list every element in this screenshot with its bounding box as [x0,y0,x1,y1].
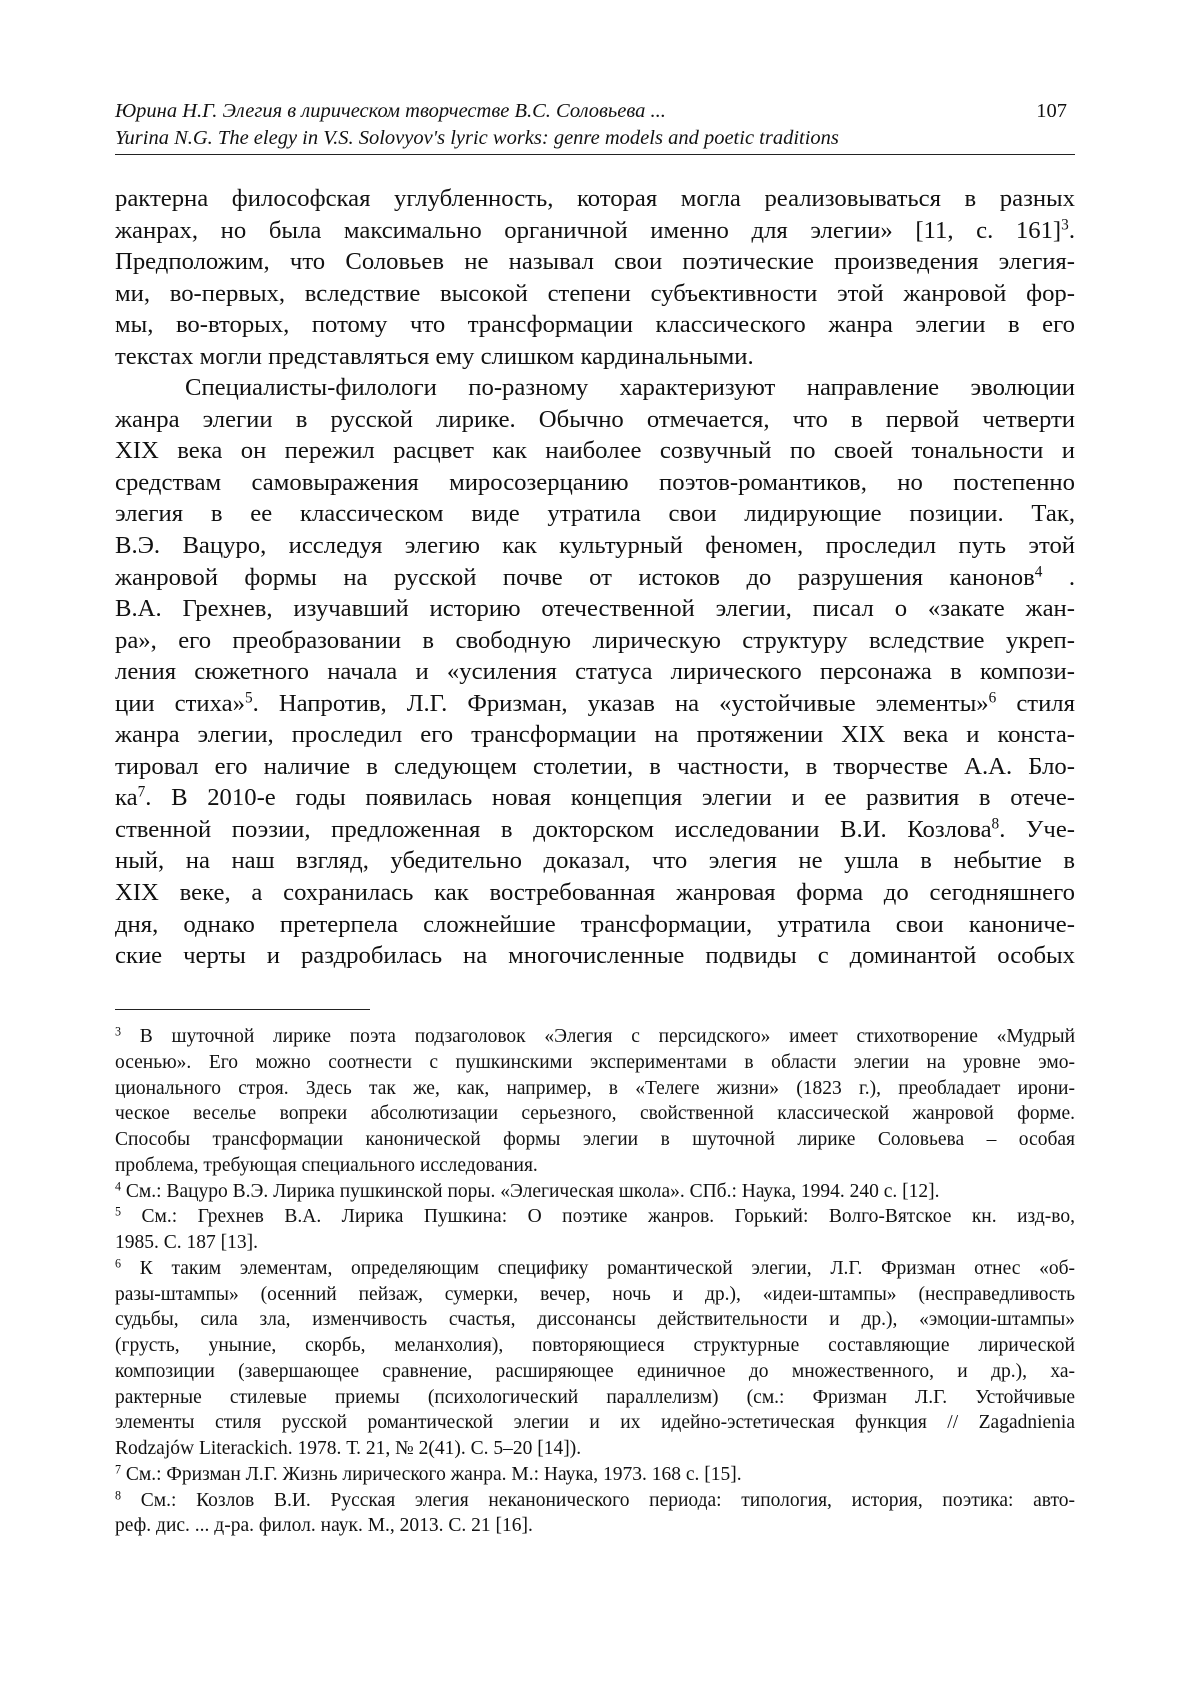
text-line: мы, во-вторых, потому что трансформации классического жанра элегии в его [115,311,1075,339]
footnote-line: ческое веселье вопреки абсолютизации серьезного, свойственной классической жанровой форме. [115,1103,1075,1125]
running-header [115,98,1075,152]
text-line: дня, однако претерпела сложнейшие трансформации, утратила свои канониче- [115,910,1075,938]
footnote-line: композиции (завершающее сравнение, расширяющее единичное до множественного, и др.), ха- [115,1360,1075,1382]
footnote-line: Способы трансформации канонической формы элегии в шуточной лирике Соловьева – особая [115,1129,1075,1150]
text-line: средствам самовыражения миросозерцанию поэтов-романтиков, но постепенно [115,468,1075,496]
footnote-ref-3[interactable]: 3 [1061,216,1069,234]
footnote-marker: 8 [115,1487,122,1502]
main-text [115,183,1075,972]
text-line: Специалисты-филологи по-разному характеризуют направление эволюции [185,374,1075,402]
text-line: ления сюжетного начала и «усиления статуса лирического персонажа в компози- [115,658,1075,686]
footnote-line: рактерные стилевые приемы (психологический параллелизм) (см.: Фризман Л.Г. Устойчивые [115,1386,1075,1408]
header-title-ru: Юрина Н.Г. Элегия в лирическом творчестве В.С. Соловьева ... [115,100,666,122]
footnote-line: Rodzajów Literackich. 1978. Т. 21, № 2(41). С. 5–20 [14]). [115,1438,582,1459]
text-line: ские черты и раздробилась на многочисленные подвиды с доминантой особых [115,942,1075,970]
footnote-7: $^7$ См.: Фризман Л.Г. Жизнь лирического жанра. М.: Наука, 1973. 168 с. [15]. [115,1462,742,1485]
text-line: жанра элегии, проследил его трансформации на протяжении XIX века и конста- [115,721,1075,749]
footnote-3: $^3$ В шуточной лирике поэта подзаголовок «Элегия с персидского» имеет стихотворение «Мудрый [115,1024,1076,1047]
footnote-marker: 4 [115,1178,122,1193]
header-title-en: Yurina N.G. The elegy in V.S. Solovyov's lyric works: genre models and poetic traditions [115,127,839,149]
text-line: XIX веке, а сохранилась как востребованная жанровая форма до сегодняшнего [115,879,1075,907]
text-line: жанра элегии в русской лирике. Обычно отмечается, что в первой четверти [115,405,1075,433]
text-line: Предположим, что Соловьев не называл свои поэтические произведения элегия- [115,248,1075,276]
header-divider [115,154,1075,155]
text-line: ный, на наш взгляд, убедительно доказал, что элегия не ушла в небытие в [115,847,1075,875]
footnote-ref-6[interactable]: 6 [988,689,997,707]
footnote-ref-5[interactable]: 5 [244,689,253,707]
footnote-line: элементы стиля русской романтической элегии и их идейно-эстетическая функция // Zagadnienia [115,1412,1075,1434]
footnote-marker: 6 [115,1256,122,1271]
footnote-line: разы-штампы» (осенний пейзаж, сумерки, вечер, ночь и др.), «идеи-штампы» (несправедливость [115,1283,1075,1305]
footnote-line: осенью». Его можно соотнести с пушкинскими экспериментами в области элегии на уровне эмо- [115,1051,1075,1073]
footnote-ref-8[interactable]: 8 [991,815,1000,833]
text-line: $ка^7$. В 2010-е годы появилась новая концепция элегии и ее развития в отече- [115,783,1075,812]
text-line: ции стиха»$^5$. Напротив, Л.Г. Фризман, указав на «устойчивые элементы»$^6$ стиля [115,689,1075,717]
text-line: XIX века он пережил расцвет как наиболее созвучный по своей тональности и [115,437,1075,465]
footnote-marker: 7 [115,1462,122,1477]
footnote-ref-4[interactable]: 4 [1034,563,1043,581]
text-line: рактерна философская углубленность, которая могла реализовываться в разных [115,185,1075,212]
footnote-6: $^6$ К таким элементам, определяющим специфику романтической элегии, Л.Г. Фризман отнес «об- [115,1256,1075,1279]
page-number: 107 [1036,100,1067,122]
text-line: жанровой формы на русской почве от истоков до разрушения канонов$^4$ . [115,563,1075,591]
footnote-4: $^4$ См.: Вацуро В.Э. Лирика пушкинской поры. «Элегическая школа». СПб.: Наука, 1994. 240 с. [12]. [115,1178,940,1202]
text-line: В.Э. Вацуро, исследуя элегию как культурный феномен, проследил путь этой [115,532,1075,560]
footnotes [115,1024,1075,1539]
footnote-line: 1985. С. 187 [13]. [115,1232,258,1253]
text-line: текстах могли представляться ему слишком кардинальными. [115,342,754,370]
footnote-line: проблема, требующая специального исследования. [115,1154,538,1176]
text-line: В.А. Грехнев, изучавший историю отечественной элегии, писал о «закате жан- [115,595,1075,623]
footnote-marker: 5 [115,1204,122,1219]
footnote-line: ционального строя. Здесь так же, как, например, в «Телеге жизни» (1823 г.), преобладает ирони- [115,1077,1075,1099]
footnote-line: реф. дис. ... д-ра. филол. наук. М., 2013. С. 21 [16]. [115,1515,533,1537]
footnote-marker: 3 [115,1024,122,1039]
footnote-line: судьбы, сила зла, изменчивость счастья, диссонансы действительности и др.), «эмоции-штампы» [115,1309,1075,1331]
footnote-line: (грусть, уныние, скорбь, меланхолия), повторяющиеся структурные составляющие лирической [115,1335,1075,1356]
footnote-divider [115,1009,370,1010]
text-line: элегия в ее классическом виде утратила свои лидирующие позиции. Так, [115,500,1075,528]
text-line: жанрах, но была максимально органичной именно для элегии» [11, с. 161]$^3$. [115,216,1075,244]
text-line: ми, во-первых, вследствие высокой степени субъективности этой жанровой фор- [115,279,1075,307]
text-line: ственной поэзии, предложенная в докторском исследовании В.И. Козлова$^8$. Уче- [115,815,1075,843]
footnote-8: $^8$ См.: Козлов В.И. Русская элегия неканонического периода: типология, история, поэтика: авто- [115,1487,1076,1511]
footnote-5: $^5$ См.: Грехнев В.А. Лирика Пушкина: О поэтике жанров. Горький: Волго-Вятское кн. изд-во, [115,1204,1075,1228]
footnote-ref-7[interactable]: 7 [137,783,146,801]
text-line: тировал его наличие в следующем столетии, в частности, в творчестве А.А. Бло- [115,752,1075,780]
text-line: ра», его преобразовании в свободную лирическую структуру вследствие укреп- [115,626,1075,654]
